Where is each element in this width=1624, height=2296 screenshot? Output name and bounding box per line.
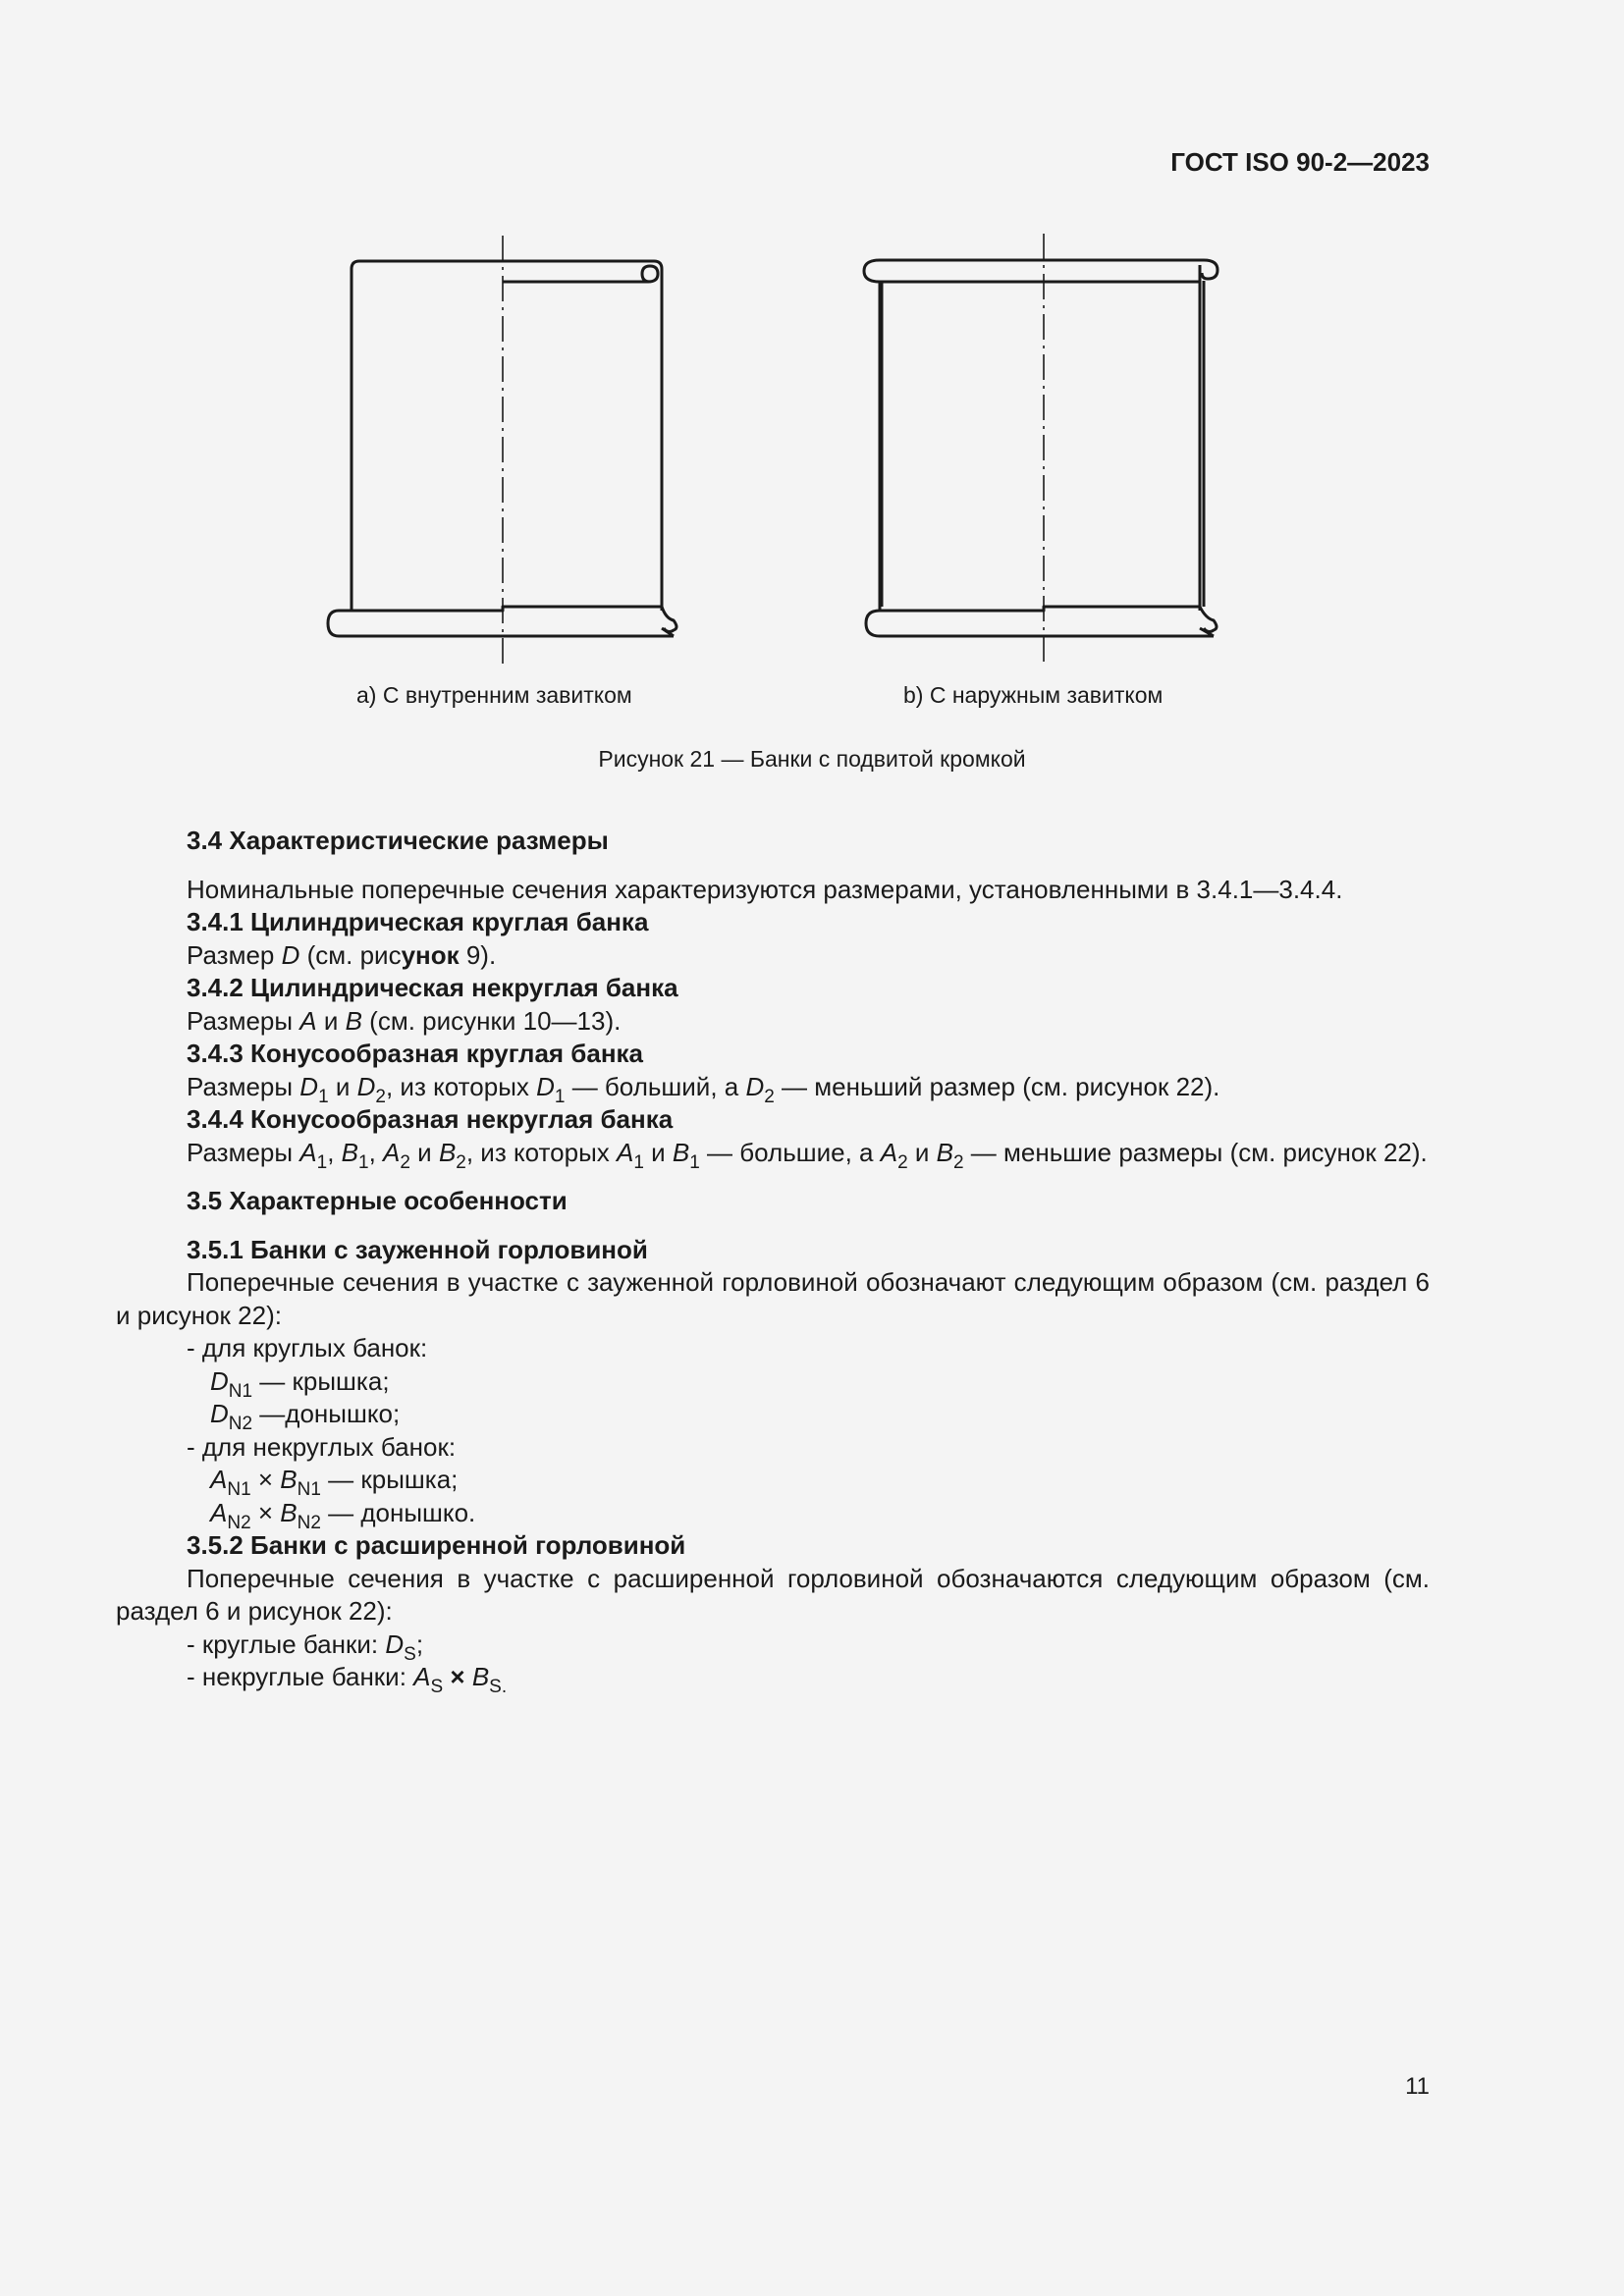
section-3-4-intro: Номинальные поперечные сечения характеризуются размерами, установленными в 3.4.1—3.4.4. xyxy=(187,874,1343,904)
section-3-5-1-text: Поперечные сечения в участке с зауженной горловиной обозначают следующим образом (см. раздел 6 и рисунок 22): xyxy=(116,1267,1430,1330)
page-number: 11 xyxy=(1405,2073,1430,2100)
caption-figure-a: a) С внутренним завитком xyxy=(356,682,632,708)
section-3-4-title: 3.4 Характеристические размеры xyxy=(187,826,609,855)
list-item-round-ds: - круглые банки: $D_S$; xyxy=(187,1629,424,1665)
section-3-4-2-text: Размеры A и B (см. рисунки 10—13). xyxy=(187,1005,622,1036)
figure-title: Рисунок 21 — Банки с подвитой кромкой xyxy=(598,746,1026,772)
section-3-4-3-title: 3.4.3 Конусообразная круглая банка xyxy=(187,1039,644,1068)
section-3-4-4-title: 3.4.4 Конусообразная некруглая банка xyxy=(187,1104,674,1134)
list-item-nonround-as-bs: - некруглые банки: $A_S \times B_{S.}$ xyxy=(187,1662,508,1697)
list-item-dn1: $D_{N1}$ — крышка; xyxy=(210,1365,390,1402)
can-outer-curl xyxy=(864,234,1218,664)
list-item-round: - для круглых банок: xyxy=(187,1333,428,1362)
section-3-5-title: 3.5 Характерные особенности xyxy=(187,1186,568,1215)
list-item-dn2: $D_{N2}$ —донышко; xyxy=(210,1399,401,1434)
section-3-5-1-title: 3.5.1 Банки с зауженной горловиной xyxy=(187,1234,648,1264)
section-3-4-4-text: Размеры $A_1$, $B_1$, $A_2$ и $B_2$, из которых $A_1$ и $B_1$ — большие, а $A_2$ и $B_2$ — меньшие размеры (см. рисунок 22). xyxy=(187,1137,1428,1173)
figure-cans-drawing xyxy=(0,0,1624,746)
section-3-5-2-text: Поперечные сечения в участке с расширенной горловиной обозначаются следующим образом (см. раздел 6 и рисунок 22): xyxy=(116,1563,1430,1626)
list-item-nonround: - для некруглых банок: xyxy=(187,1431,457,1462)
body-text xyxy=(116,825,1430,1697)
section-3-4-1-text: Размер D (см. рисунок 9). xyxy=(187,939,497,970)
section-3-4-3-text: Размеры $D_1$ и $D_2$, из которых $D_1$ — больший, а $D_2$ — меньший размер (см. рисунок 22). xyxy=(187,1071,1220,1107)
document-header: ГОСТ ISO 90-2—2023 xyxy=(1170,147,1430,177)
section-3-4-1-title: 3.4.1 Цилиндрическая круглая банка xyxy=(187,907,649,936)
can-inner-curl xyxy=(328,236,677,664)
list-item-an2-bn2: $A_{N2} \times B_{N2}$ — донышко. xyxy=(210,1497,476,1533)
list-item-an1-bn1: $A_{N1} \times B_{N1}$ — крышка; xyxy=(210,1465,459,1500)
section-3-5-2-title: 3.5.2 Банки с расширенной горловиной xyxy=(187,1530,686,1560)
section-3-4-2-title: 3.4.2 Цилиндрическая некруглая банка xyxy=(187,973,678,1002)
caption-figure-b: b) С наружным завитком xyxy=(903,682,1164,708)
